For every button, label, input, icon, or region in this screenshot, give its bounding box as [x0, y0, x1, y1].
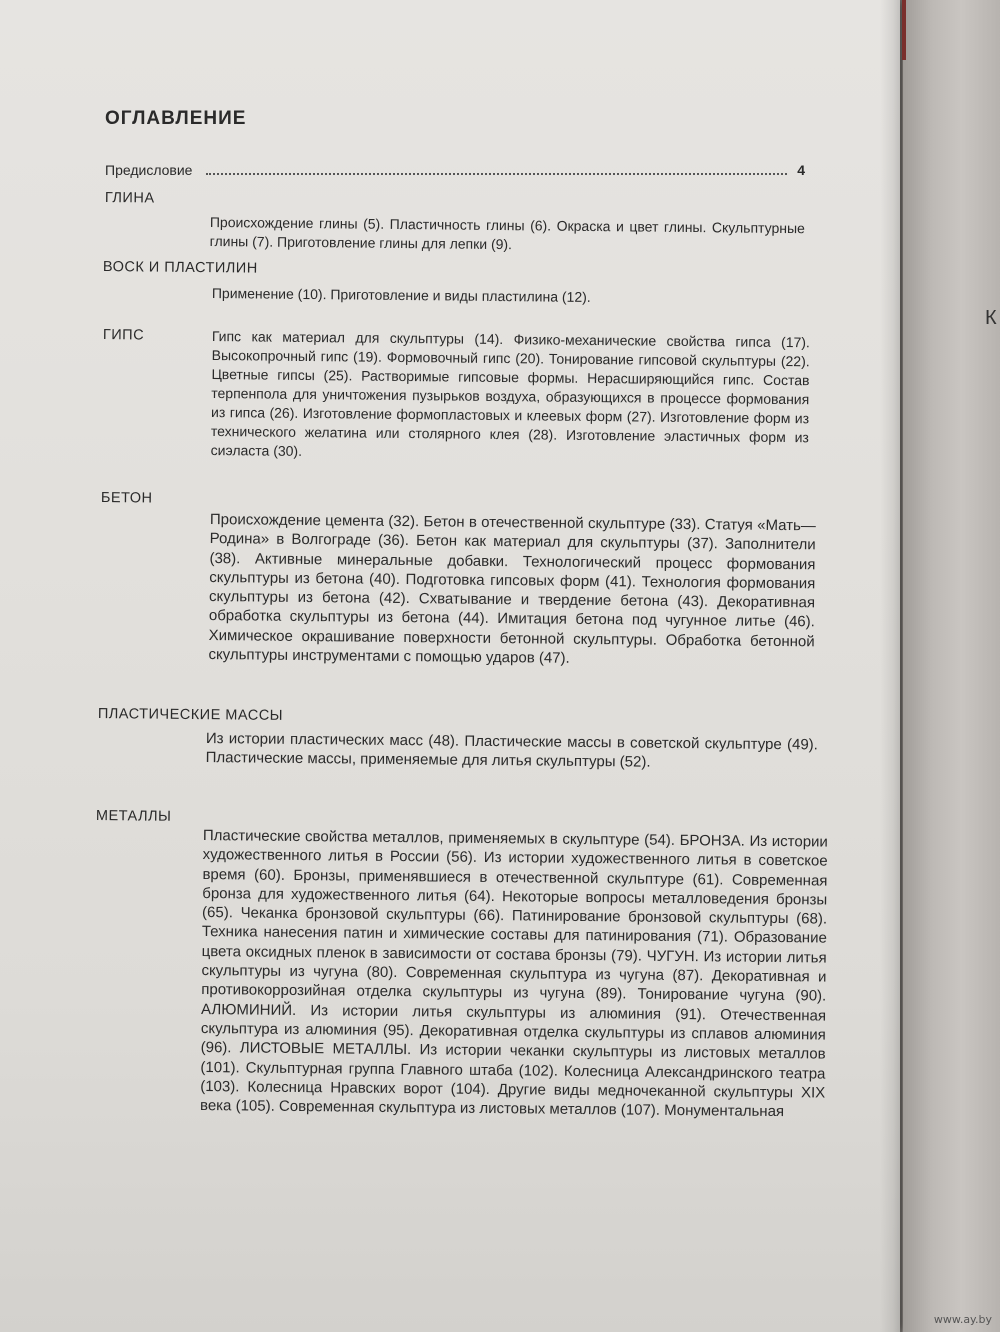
toc-title: ОГЛАВЛЕНИЕ: [105, 108, 247, 129]
section-body-gips: Гипс как материал для скульптуры (14). Физико-механические свойства гипса (17). Высокопрочный гипс (19). Формовочный гипс (20). Тонирование гипсовой скульптуры (22). Цветные гипсы (25). Растворимые гипсовые формы. Нерасширяющийся гипс. Состав терпенпола для уничтожения пузырьков воздуха, образующихся в процессе формования из гипса (26). Изготовление формопластовых и клеевых форм (27). Изготовление форм из технического желатина или столярного клея (28). Изготовление эластичных форм из сиэласта (30).: [210, 327, 810, 459]
section-body-beton: Происхождение цемента (32). Бетон в отечественной скульптуре (33). Статуя «Мать—Родина» в Волгограде (36). Бетон как материал для скульптуры (37). Заполнители (38). Активные минеральные добавки. Технологический процесс формования скульптуры из бетона (40). Подготовка гипсовых форм (41). Технология формования скульптуры из бетона (42). Схватывание и твердение бетона (43). Декоративная обработка скульптуры из бетона (44). Имитация бетона под чугунное литье (46). Химическое окрашивание поверхности бетонной скульптуры. Обработка бетонной скульптуры инструментами с помощью ударов (47).: [208, 510, 816, 667]
watermark: www.ay.by: [933, 1313, 992, 1326]
section-heading-glina: ГЛИНА: [104, 190, 155, 207]
next-page-glyph: К: [985, 307, 997, 329]
cover-binding: [902, 0, 906, 60]
section-body-vosk: Применение (10). Приготовление и виды пластилина (12).: [211, 284, 591, 305]
section-heading-gips: ГИПС: [102, 327, 145, 344]
section-heading-vosk: ВОСК И ПЛАСТИЛИН: [102, 259, 258, 277]
dot-leader: [206, 173, 787, 175]
toc-entry-preface: [105, 162, 805, 179]
section-body-metals: Пластические свойства металлов, применяемых в скульптуре (54). БРОНЗА. Из истории художественного литья в России (56). Из истории художественного литья в советское время (60). Бронзы, применявшиеся в отечественной скульптуре (61). Современная бронза для художественного литья (64). Некоторые вопросы металловедения бронзы (65). Чеканка бронзовой скульптуры (66). Патинирование бронзовой скульптуры (68). Техника нанесения патин и химические составы для патинирования (71). Образование цвета оксидных пленок в зависимости от состава бронзы (79). ЧУГУН. Из истории литья скульптуры из чугуна (80). Современная скульптура из чугуна (87). Декоративная и противокоррозийная отделка скульптуры из чугуна (89). Тонирование чугуна (90). АЛЮМИНИЙ. Из истории литья скульптуры из алюминия (91). Отечественная скульптура из алюминия (95). Декоративная отделка скульптуры из сплавов алюминия (96). ЛИСТОВЫЕ МЕТАЛЛЫ. Из истории чеканки скульптуры из листовых металлов (101). Скульптурная группа Главного штаба (102). Колесница Александринского театра (103). Колесница Нравских ворот (104). Другие виды медночеканной скульптуры XIX века (105). Современная скульптура из листовых металлов (107). Монументальная: [199, 826, 828, 1121]
section-heading-beton: БЕТОН: [100, 490, 153, 507]
section-heading-plastics: ПЛАСТИЧЕСКИЕ МАССЫ: [97, 706, 284, 724]
section-heading-metals: МЕТАЛЛЫ: [95, 808, 172, 825]
preface-page-number: 4: [797, 162, 805, 178]
section-body-glina: Происхождение глины (5). Пластичность глины (6). Окраска и цвет глины. Скульптурные глины (7). Приготовление глины для лепки (9).: [209, 213, 805, 253]
book-cover-strip: [903, 0, 1000, 1332]
preface-label: Предисловие: [105, 162, 193, 178]
section-body-plastics: Из истории пластических масс (48). Пластические массы в советской скульптуре (49). Пластические массы, применяемые для литья скульптуры (52).: [205, 729, 818, 771]
